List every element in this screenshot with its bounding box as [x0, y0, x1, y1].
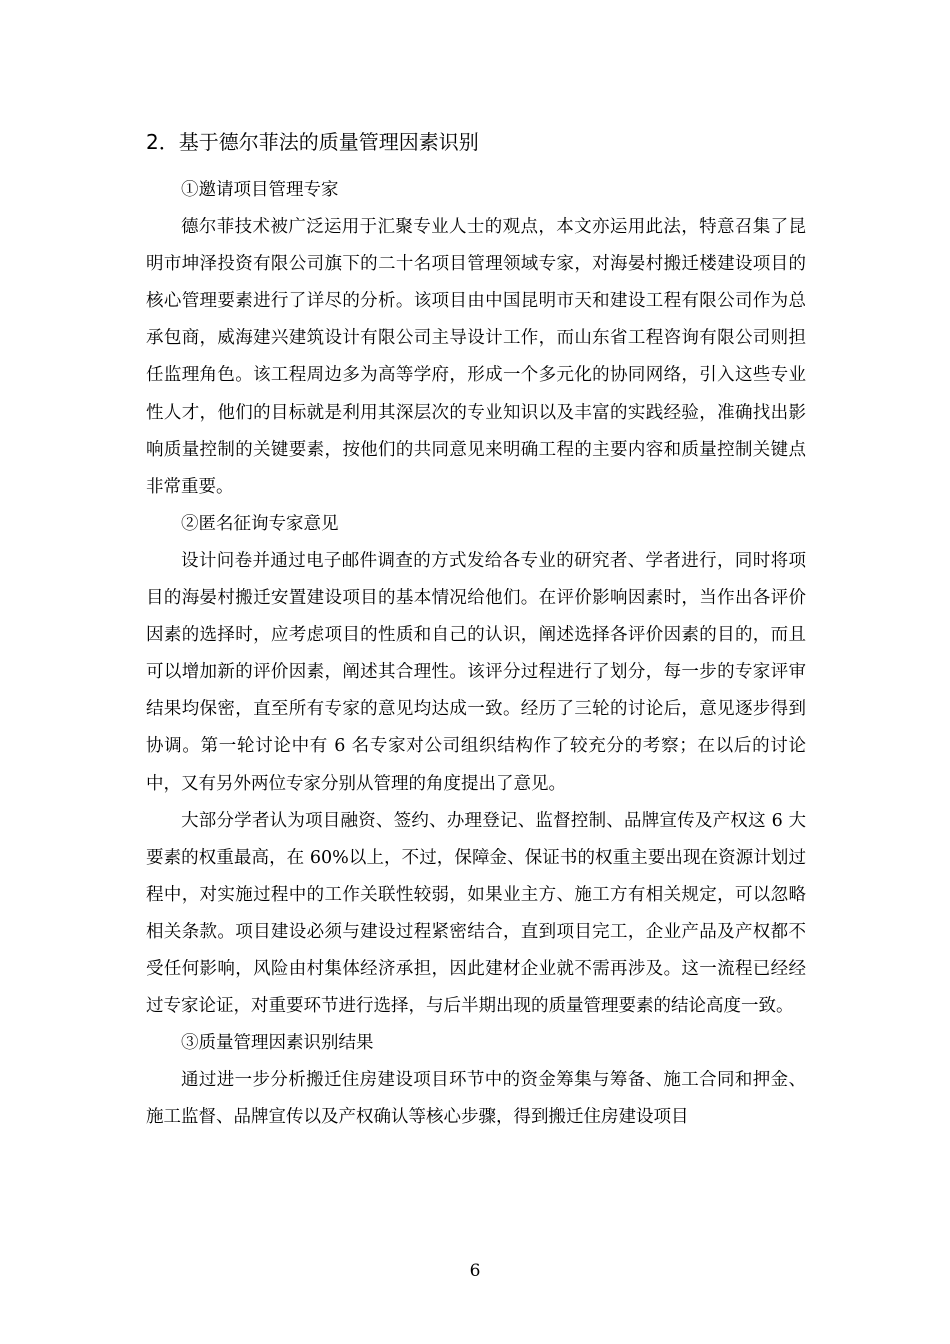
paragraph-delphi-intro: 德尔菲技术被广泛运用于汇聚专业人士的观点，本文亦运用此法，特意召集了昆明市坤泽投资有限公司旗下的二十名项目管理领域专家，对海晏村搬迁楼建设项目的核心管理要素进行了详尽的分析。该项目由中国昆明市天和建设工程有限公司作为总承包商，威海建兴建筑设计有限公司主导设计工作，而山东省工程咨询有限公司则担任监理角色。该工程周边多为高等学府，形成一个多元化的协同网络，引入这些专业性人才，他们的目标就是利用其深层次的专业知识以及丰富的实践经验，准确找出影响质量控制的关键要素，按他们的共同意见来明确工程的主要内容和质量控制关键点非常重要。 [146, 217, 806, 497]
subheading-anonymous-consultation: ②匿名征询专家意见 [181, 513, 339, 534]
page-number: 6 [469, 1261, 481, 1281]
paragraph-analysis: 通过进一步分析搬迁住房建设项目环节中的资金筹集与筹备、施工合同和押金、施工监督、品牌宣传以及产权确认等核心步骤，得到搬迁住房建设项目 [146, 1070, 806, 1128]
body-text [146, 172, 806, 1136]
paragraph-weights: 大部分学者认为项目融资、签约、办理登记、监督控制、品牌宣传及产权这 6 大要素的权重最高，在 60%以上，不过，保障金、保证书的权重主要出现在资源计划过程中，对实施过程中的工作关联性较弱，如果业主方、施工方有相关规定，可以忽略相关条款。项目建设必须与建设过程紧密结合，直到项目完工，企业产品及产权都不受任何影响，风险由村集体经济承担，因此建材企业就不需再涉及。这一流程已经经过专家论证，对重要环节进行选择，与后半期出现的质量管理要素的结论高度一致。 [146, 810, 806, 1017]
paragraph-questionnaire: 设计问卷并通过电子邮件调查的方式发给各专业的研究者、学者进行，同时将项目的海晏村搬迁安置建设项目的基本情况给他们。在评价影响因素时，当作出各评价因素的选择时，应考虑项目的性质和自己的认识，阐述选择各评价因素的目的，而且可以增加新的评价因素，阐述其合理性。该评分过程进行了划分，每一步的专家评审结果均保密，直至所有专家的意见均达成一致。经历了三轮的讨论后，意见逐步得到协调。第一轮讨论中有 6 名专家对公司组织结构作了较充分的考察；在以后的讨论中，又有另外两位专家分别从管理的角度提出了意见。 [146, 550, 806, 794]
section-heading: 2．基于德尔菲法的质量管理因素识别 [146, 130, 479, 154]
subheading-identification-results: ③质量管理因素识别结果 [181, 1033, 374, 1054]
subheading-invite-experts: ①邀请项目管理专家 [181, 180, 339, 200]
